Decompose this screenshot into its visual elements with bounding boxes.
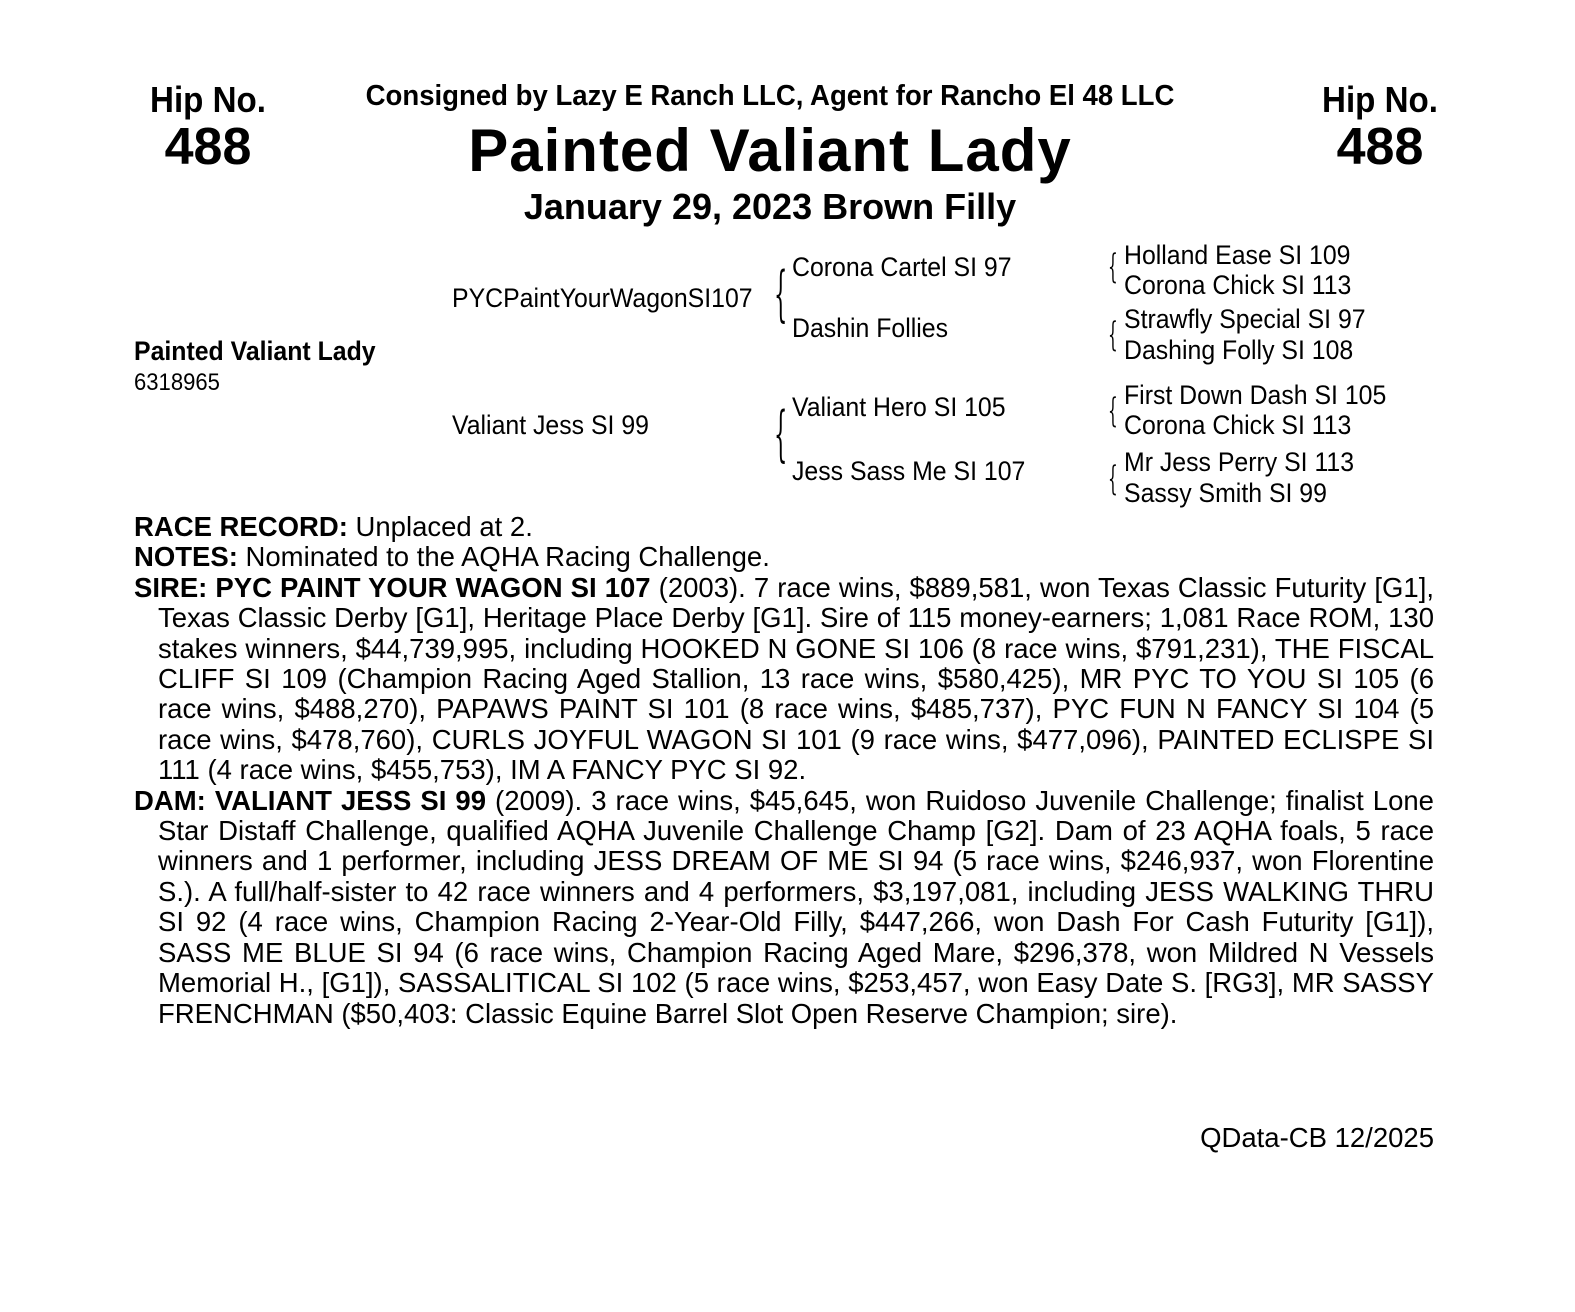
pedigree-dd-dam: Sassy Smith SI 99 (1124, 478, 1327, 508)
hip-value-right: 488 (1336, 118, 1424, 176)
footer-code: QData-CB 12/2025 (1200, 1122, 1434, 1153)
pedigree-ds-dam: Corona Chick SI 113 (1124, 410, 1352, 440)
pedigree-registration-number: 6318965 (134, 369, 220, 396)
pedigree-brace-dd: { (1108, 459, 1118, 499)
pedigree-dam-dam: Jess Sass Me SI 107 (792, 456, 1026, 486)
pedigree-dam: Valiant Jess SI 99 (452, 410, 649, 440)
race-record-text: Unplaced at 2. (347, 511, 533, 542)
pedigree-dd-sire: Mr Jess Perry SI 113 (1124, 447, 1355, 477)
pedigree-brace-ds: { (1108, 391, 1118, 431)
sire-label: SIRE: PYC PAINT YOUR WAGON SI 107 (134, 571, 651, 603)
pedigree-ss-dam: Corona Chick SI 113 (1124, 270, 1352, 300)
dam-paragraph (134, 786, 1434, 1029)
pedigree-sire-sire: Corona Cartel SI 97 (792, 252, 1012, 282)
pedigree-chart (0, 0, 1575, 520)
race-record (134, 512, 1434, 542)
pedigree-ss-sire: Holland Ease SI 109 (1124, 240, 1351, 270)
race-record-label: RACE RECORD: (134, 511, 348, 542)
pedigree-subject-name: Painted Valiant Lady (134, 336, 376, 366)
pedigree-dam-sire: Valiant Hero SI 105 (792, 392, 1006, 422)
pedigree-sire: PYCPaintYourWagonSI107 (452, 283, 753, 313)
catalog-body (134, 512, 1434, 1029)
notes-text: Nominated to the AQHA Racing Challenge. (237, 541, 770, 573)
pedigree-ds-sire: First Down Dash SI 105 (1124, 380, 1387, 410)
pedigree-sd-sire: Strawfly Special SI 97 (1124, 304, 1366, 334)
hip-label-right: Hip No. (1322, 79, 1438, 120)
hip-value-left: 488 (164, 118, 252, 176)
consignor-line: Consigned by Lazy E Ranch LLC, Agent for Rancho El 48 LLC (365, 80, 1175, 112)
pedigree-brace-dam: { (774, 399, 788, 469)
pedigree-brace-sire: { (774, 259, 788, 329)
sire-text: (2003). 7 race wins, $889,581, won Texas Classic Futurity [G1], Texas Classic Derby [G1], Heritage Place Derby [G1]. Sire of 115 money-earners; 1,081 Race ROM, 130 stakes winners, $44,739,995, including HOOKED N GONE SI 106 (8 race wins, $791,231), THE FISCAL CLIFF SI 109 (Champion Racing Aged Stallion, 13 race wins, $580,425), MR PYC TO YOU SI 105 (6 race wins, $488,270), PAPAWS PAINT SI 101 (8 race wins, $485,737), PYC FUN N FANCY SI 104 (5 race wins, $478,760), CURLS JOYFUL WAGON SI 101 (9 race wins, $477,096), PAINTED ECLISPE SI 111 (4 race wins, $455,753), IM A FANCY PYC SI 92. (158, 571, 1434, 786)
dam-label: DAM: VALIANT JESS SI 99 (134, 784, 486, 816)
notes-label: NOTES: (134, 541, 238, 573)
dam-text: (2009). 3 race wins, $45,645, won Ruidoso Juvenile Challenge; finalist Lone Star Distaff Challenge, qualified AQHA Juvenile Challenge Champ [G2]. Dam of 23 AQHA foals, 5 race winners and 1 performer, including JESS DREAM OF ME SI 94 (5 race wins, $246,937, won Florentine S.). A full/half-sister to 42 race winners and 4 performers, $3,197,081, including JESS WALKING THRU SI 92 (4 race wins, Champion Racing 2-Year-Old Filly, $447,266, won Dash For Cash Futurity [G1]), SASS ME BLUE SI 94 (6 race wins, Champion Racing Aged Mare, $296,378, won Mildred N Vessels Memorial H., [G1]), SASSALITICAL SI 102 (5 race wins, $253,457, won Easy Date S. [RG3], MR SASSY FRENCHMAN ($50,403: Classic Equine Barrel Slot Open Reserve Champion; sire). (158, 784, 1434, 1029)
horse-name-title: Painted Valiant Lady (468, 117, 1072, 184)
pedigree-sd-dam: Dashing Folly SI 108 (1124, 335, 1354, 365)
pedigree-brace-sd: { (1108, 315, 1118, 355)
pedigree-brace-ss: { (1108, 247, 1118, 287)
pedigree-sire-dam: Dashin Follies (792, 313, 949, 343)
foal-date-sex: January 29, 2023 Brown Filly (523, 186, 1017, 227)
hip-label-left: Hip No. (150, 79, 266, 120)
notes (134, 542, 1434, 572)
sire-paragraph (134, 573, 1434, 786)
